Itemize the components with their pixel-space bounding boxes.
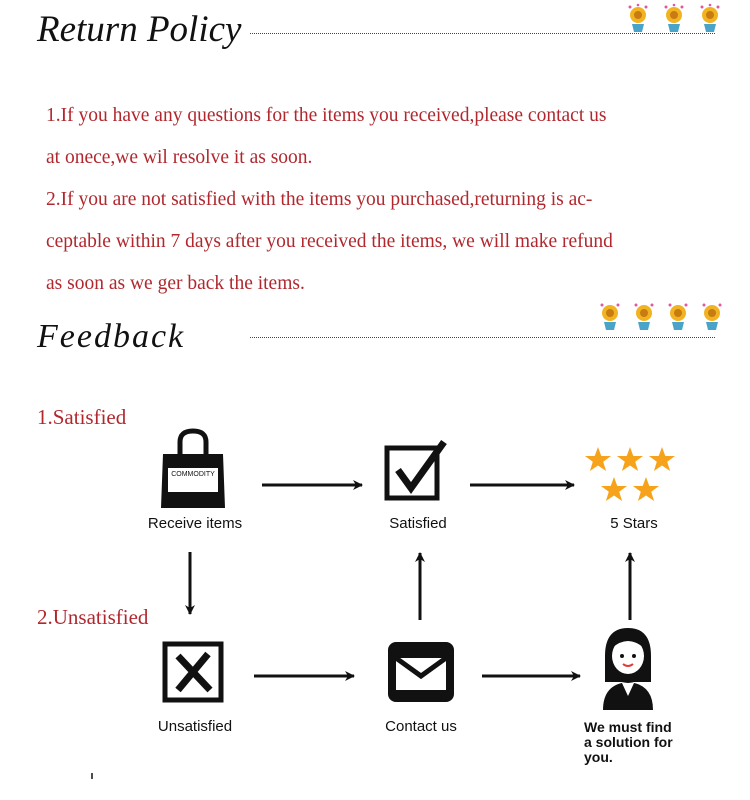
policy-line: 1.If you have any questions for the items you received,please contact us: [46, 105, 607, 126]
solution-line: a solution for: [584, 734, 673, 750]
satisfied-section-label: 1.Satisfied: [37, 405, 127, 429]
policy-line: at onece,we wil resolve it as soon.: [46, 147, 313, 168]
five-stars-caption: 5 Stars: [610, 515, 658, 532]
unsatisfied-section-label: 2.Unsatisfied: [37, 605, 149, 629]
policy-line: 2.If you are not satisfied with the items you purchased,returning is ac-: [46, 189, 593, 210]
contact-us-caption: Contact us: [385, 718, 457, 735]
policy-line: as soon as we ger back the items.: [46, 273, 305, 294]
unsatisfied-caption: Unsatisfied: [157, 718, 233, 735]
solution-line: you.: [584, 749, 613, 765]
receive-items-caption: Receive items: [147, 515, 243, 532]
satisfied-caption: Satisfied: [389, 515, 447, 532]
feedback-title: Feedback: [37, 318, 186, 355]
bag-label: COMMODITY: [171, 471, 215, 478]
solution-line: We must find: [584, 719, 672, 735]
return-policy-title: Return Policy: [37, 9, 242, 50]
policy-line: ceptable within 7 days after you received the items, we will make refund: [46, 231, 613, 252]
